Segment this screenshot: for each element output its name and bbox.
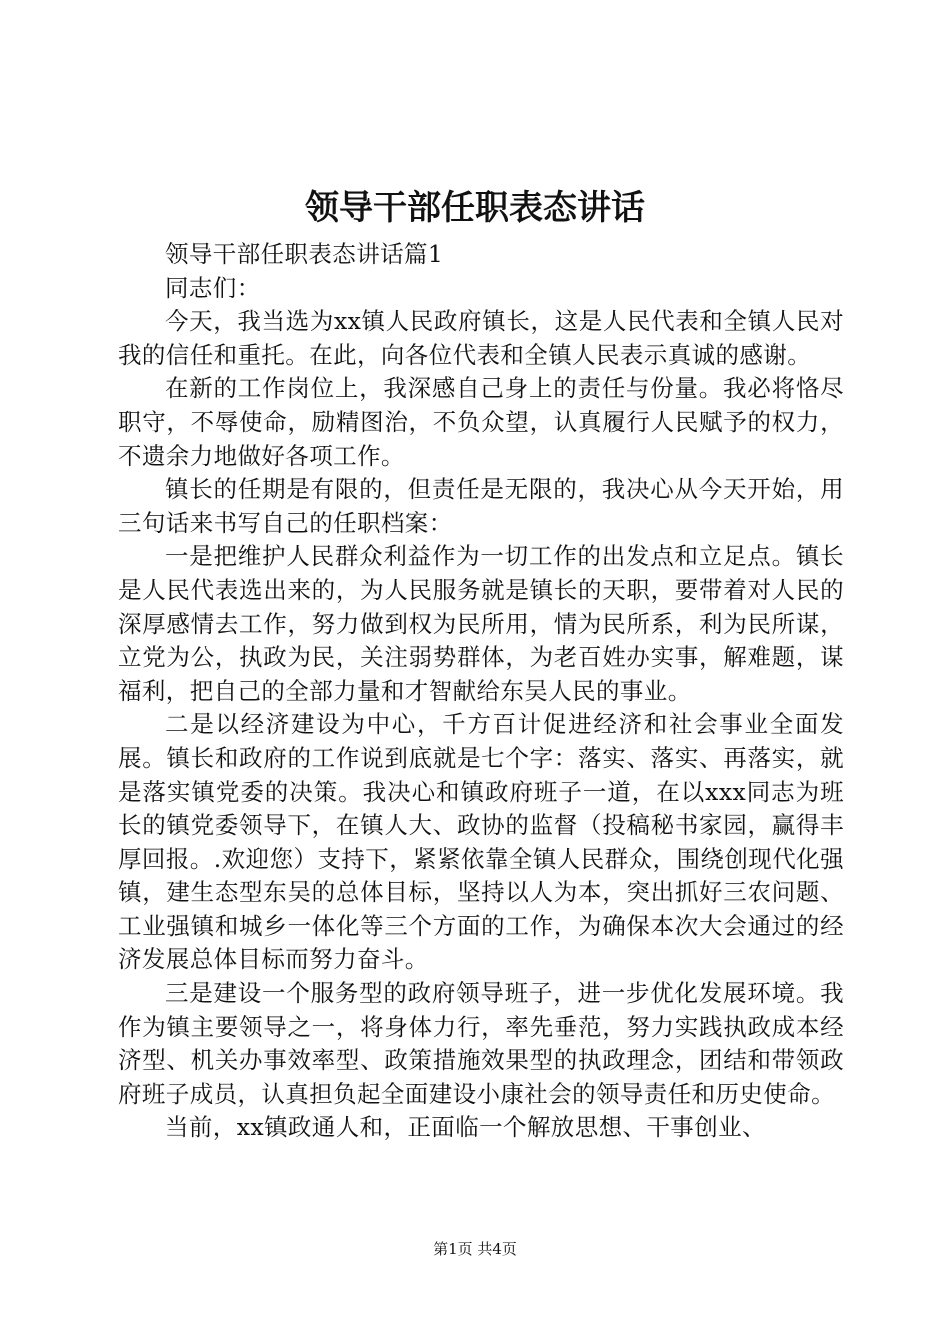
page-indicator: 第1页 共4页 — [433, 1240, 517, 1258]
paragraph: 三是建设一个服务型的政府领导班子，进一步优化发展环境。我作为镇主要领导之一，将身体力行，率先垂范，努力实践执政成本经济型、机关办事效率型、政策措施效果型的执政理念，团结和带领政府班子成员，认真担负起全面建设小康社会的领导责任和历史使命。 — [118, 979, 844, 1108]
document-body — [118, 238, 844, 1145]
paragraph: 当前，xx镇政通人和，正面临一个解放思想、干事创业、 — [165, 1113, 766, 1142]
document-title: 领导干部任职表态讲话 — [305, 188, 645, 228]
paragraph: 一是把维护人民群众利益作为一切工作的出发点和立足点。镇长是人民代表选出来的，为人民服务就是镇长的天职，要带着对人民的深厚感情去工作，努力做到权为民所用，情为民所系，利为民所谋，立党为公，执政为民，关注弱势群体，为老百姓办实事，解难题，谋福利，把自己的全部力量和才智献给东吴人民的事业。 — [118, 542, 844, 705]
paragraph: 今天，我当选为xx镇人民政府镇长，这是人民代表和全镇人民对我的信任和重托。在此，向各位代表和全镇人民表示真诚的感谢。 — [118, 307, 844, 369]
paragraph: 二是以经济建设为中心，千方百计促进经济和社会事业全面发展。镇长和政府的工作说到底就是七个字：落实、落实、再落实，就是落实镇党委的决策。我决心和镇政府班子一道，在以xxx同志为班长的镇党委领导下，在镇人大、政协的监督（投稿秘书家园，赢得丰厚回报。.欢迎您）支持下，紧紧依靠全镇人民群众，围绕创现代化强镇，建生态型东吴的总体目标，坚持以人为本，突出抓好三农问题、工业强镇和城乡一体化等三个方面的工作，为确保本次大会通过的经济发展总体目标而努力奋斗。 — [118, 710, 844, 974]
paragraph-salutation: 同志们： — [165, 273, 261, 302]
paragraph: 在新的工作岗位上，我深感自己身上的责任与份量。我必将恪尽职守，不辱使命，励精图治，不负众望，认真履行人民赋予的权力，不遗余力地做好各项工作。 — [118, 374, 844, 470]
paragraph-subtitle: 领导干部任职表态讲话篇1 — [165, 240, 444, 268]
paragraph: 镇长的任期是有限的，但责任是无限的，我决心从今天开始，用三句话来书写自己的任职档案： — [118, 475, 844, 537]
